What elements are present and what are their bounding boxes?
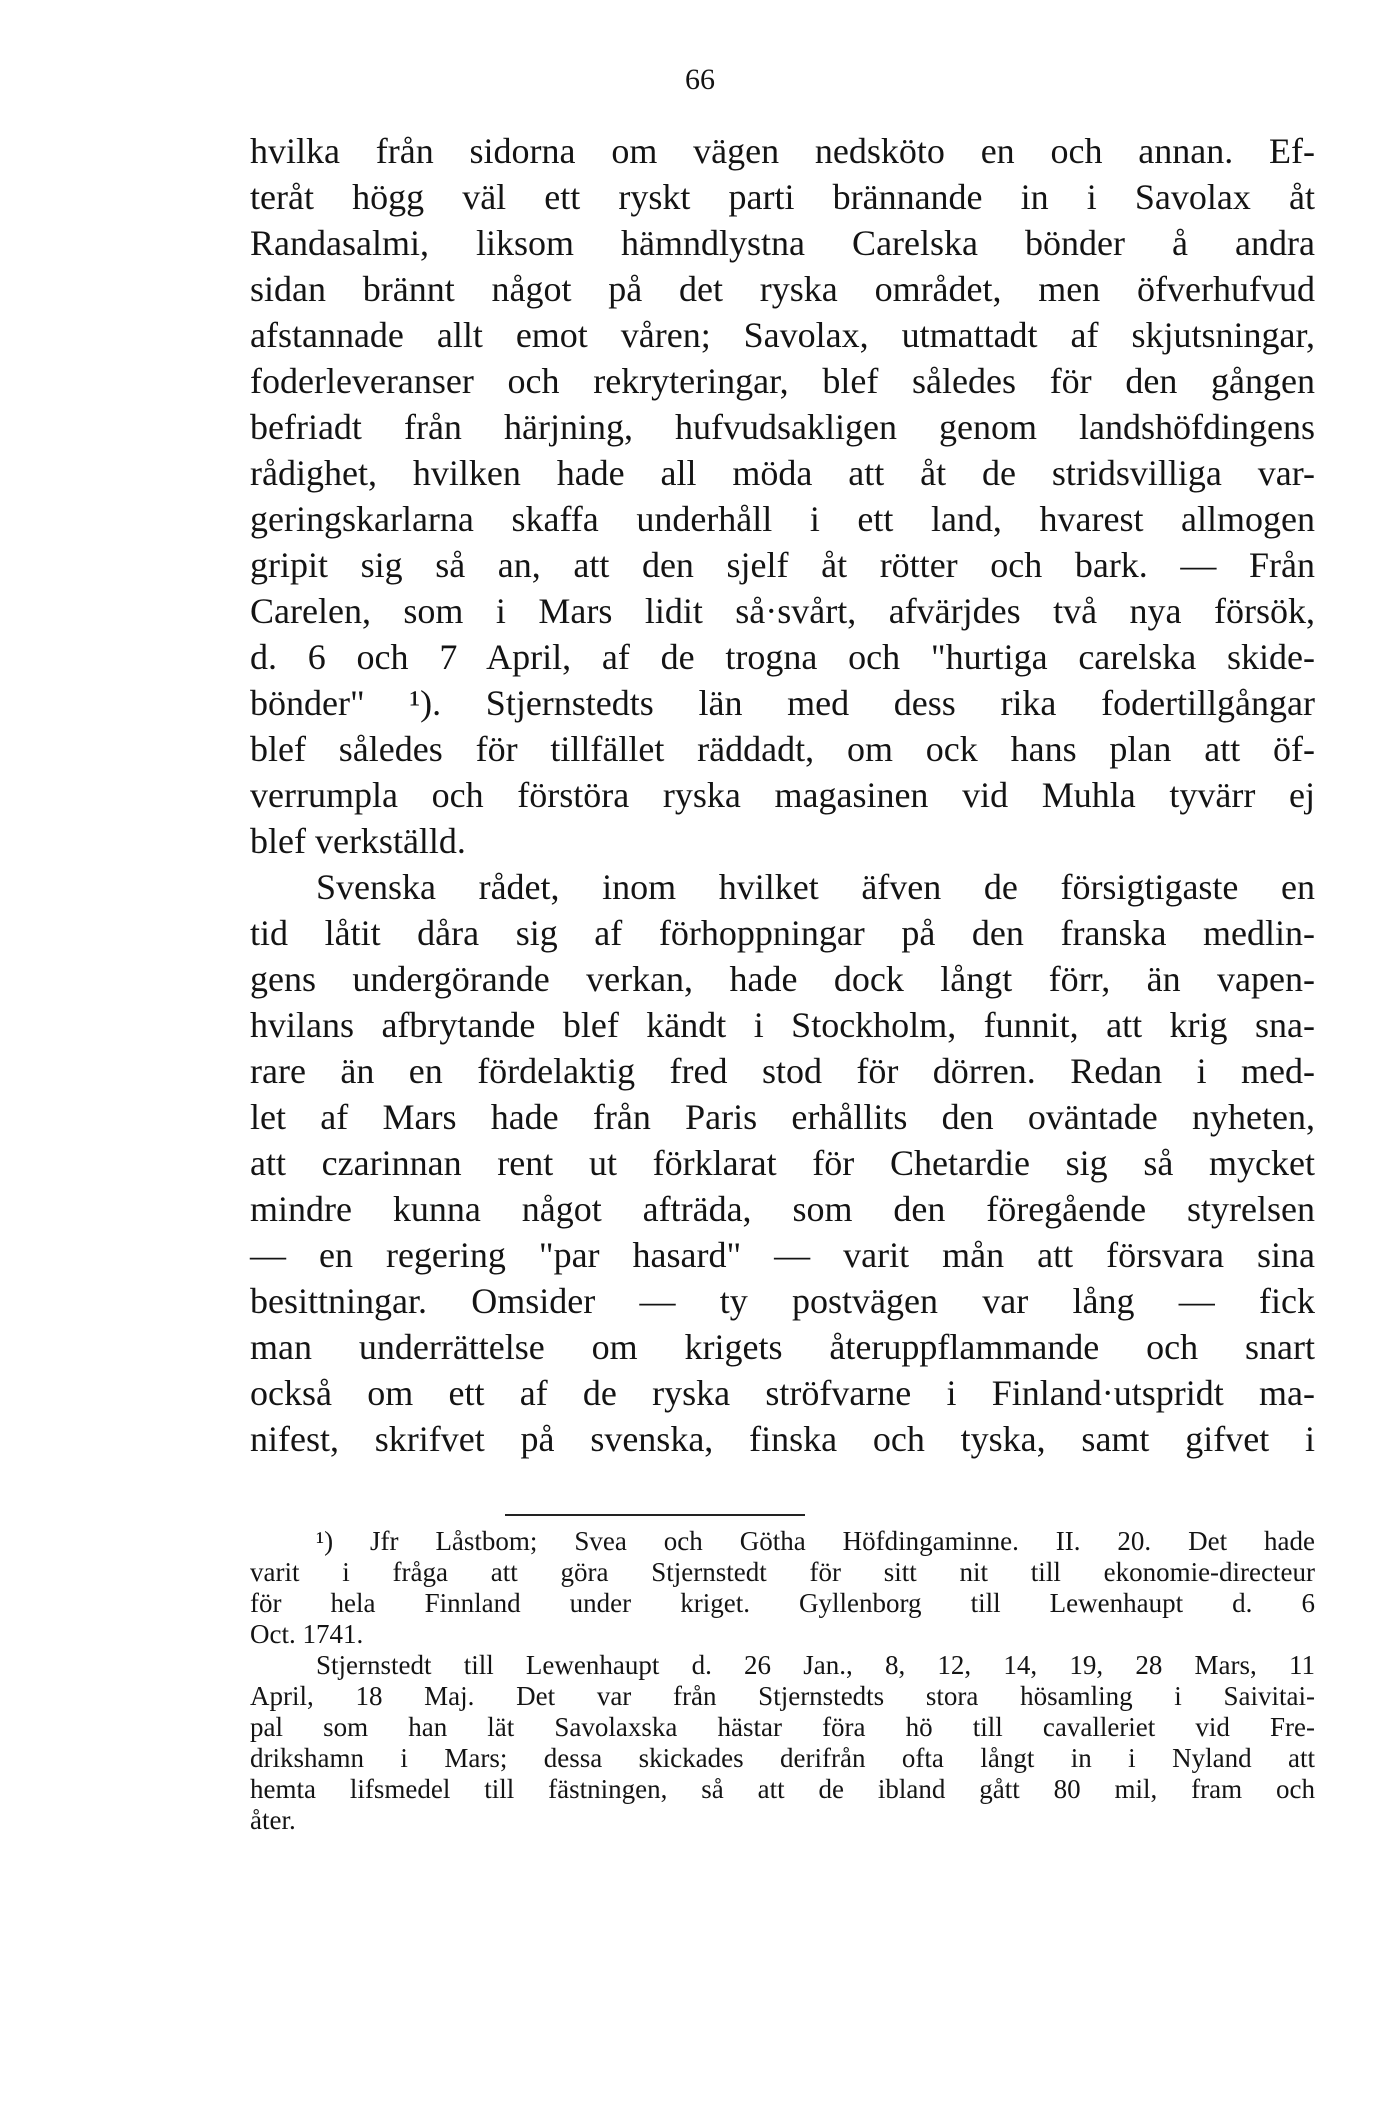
body-line: tid låtit dåra sig af förhoppningar på den franska medlin- bbox=[250, 913, 1315, 953]
footnotes bbox=[250, 1526, 1315, 1836]
footnote-line: varit i fråga att göra Stjernstedt för sitt nit till ekonomie-directeur bbox=[250, 1557, 1315, 1587]
body-line: bönder" ¹). Stjernstedts län med dess rika fodertillgångar bbox=[250, 683, 1315, 723]
body-line: Randasalmi, liksom hämndlystna Carelska bönder å andra bbox=[250, 223, 1315, 263]
footnote-divider bbox=[505, 1514, 805, 1516]
body-line: sidan brännt något på det ryska området, men öfverhufvud bbox=[250, 269, 1315, 309]
footnote-line: hemta lifsmedel till fästningen, så att de ibland gått 80 mil, fram och bbox=[250, 1774, 1315, 1804]
body-text bbox=[250, 128, 1315, 1462]
footnote-line: Oct. 1741. bbox=[250, 1619, 364, 1649]
body-line: gripit sig så an, att den sjelf åt rötter och bark. — Från bbox=[250, 545, 1315, 585]
body-line: blef verkställd. bbox=[250, 821, 466, 861]
body-line: besittningar. Omsider — ty postvägen var lång — fick bbox=[250, 1281, 1315, 1321]
body-line: att czarinnan rent ut förklarat för Chetardie sig så mycket bbox=[250, 1143, 1315, 1183]
body-line: — en regering "par hasard" — varit mån att försvara sina bbox=[250, 1235, 1315, 1275]
footnote-line: April, 18 Maj. Det var från Stjernstedts stora hösamling i Saivitai- bbox=[250, 1681, 1315, 1711]
body-line: nifest, skrifvet på svenska, finska och tyska, samt gifvet i bbox=[250, 1419, 1315, 1459]
body-line: Svenska rådet, inom hvilket äfven de försigtigaste en bbox=[316, 867, 1315, 907]
body-line: teråt högg väl ett ryskt parti brännande in i Savolax åt bbox=[250, 177, 1315, 217]
body-line: foderleveranser och rekryteringar, blef således för den gången bbox=[250, 361, 1315, 401]
body-line: hvilka från sidorna om vägen nedsköto en och annan. Ef- bbox=[250, 131, 1315, 171]
page-number: 66 bbox=[685, 63, 715, 96]
body-line: verrumpla och förstöra ryska magasinen vid Muhla tyvärr ej bbox=[250, 775, 1315, 815]
body-line: d. 6 och 7 April, af de trogna och "hurtiga carelska skide- bbox=[250, 637, 1315, 677]
body-line: blef således för tillfället räddadt, om ock hans plan att öf- bbox=[250, 729, 1315, 769]
footnote-line: ¹) Jfr Låstbom; Svea och Götha Höfdingaminne. II. 20. Det hade bbox=[316, 1526, 1315, 1556]
body-line: rare än en fördelaktig fred stod för dörren. Redan i med- bbox=[250, 1051, 1315, 1091]
body-line: man underrättelse om krigets återuppflammande och snart bbox=[250, 1327, 1315, 1367]
body-line: hvilans afbrytande blef kändt i Stockholm, funnit, att krig sna- bbox=[250, 1005, 1315, 1045]
body-line: gens undergörande verkan, hade dock långt förr, än vapen- bbox=[250, 959, 1315, 999]
footnote-line: Stjernstedt till Lewenhaupt d. 26 Jan., 8, 12, 14, 19, 28 Mars, 11 bbox=[316, 1650, 1315, 1680]
body-line: afstannade allt emot våren; Savolax, utmattadt af skjutsningar, bbox=[250, 315, 1315, 355]
footnote-line: åter. bbox=[250, 1805, 296, 1835]
footnote-line: för hela Finnland under kriget. Gyllenborg till Lewenhaupt d. 6 bbox=[250, 1588, 1315, 1618]
body-line: let af Mars hade från Paris erhållits den oväntade nyheten, bbox=[250, 1097, 1315, 1137]
body-line: rådighet, hvilken hade all möda att åt de stridsvilliga var- bbox=[250, 453, 1315, 493]
footnote-line: pal som han lät Savolaxska hästar föra hö till cavalleriet vid Fre- bbox=[250, 1712, 1315, 1742]
body-line: också om ett af de ryska ströfvarne i Finland·utspridt ma- bbox=[250, 1373, 1315, 1413]
body-line: befriadt från härjning, hufvudsakligen genom landshöfdingens bbox=[250, 407, 1315, 447]
body-line: geringskarlarna skaffa underhåll i ett land, hvarest allmogen bbox=[250, 499, 1315, 539]
body-line: mindre kunna något afträda, som den föregående styrelsen bbox=[250, 1189, 1315, 1229]
footnote-line: drikshamn i Mars; dessa skickades derifrån ofta långt in i Nyland att bbox=[250, 1743, 1315, 1773]
body-line: Carelen, som i Mars lidit så·svårt, afvärjdes två nya försök, bbox=[250, 591, 1315, 631]
